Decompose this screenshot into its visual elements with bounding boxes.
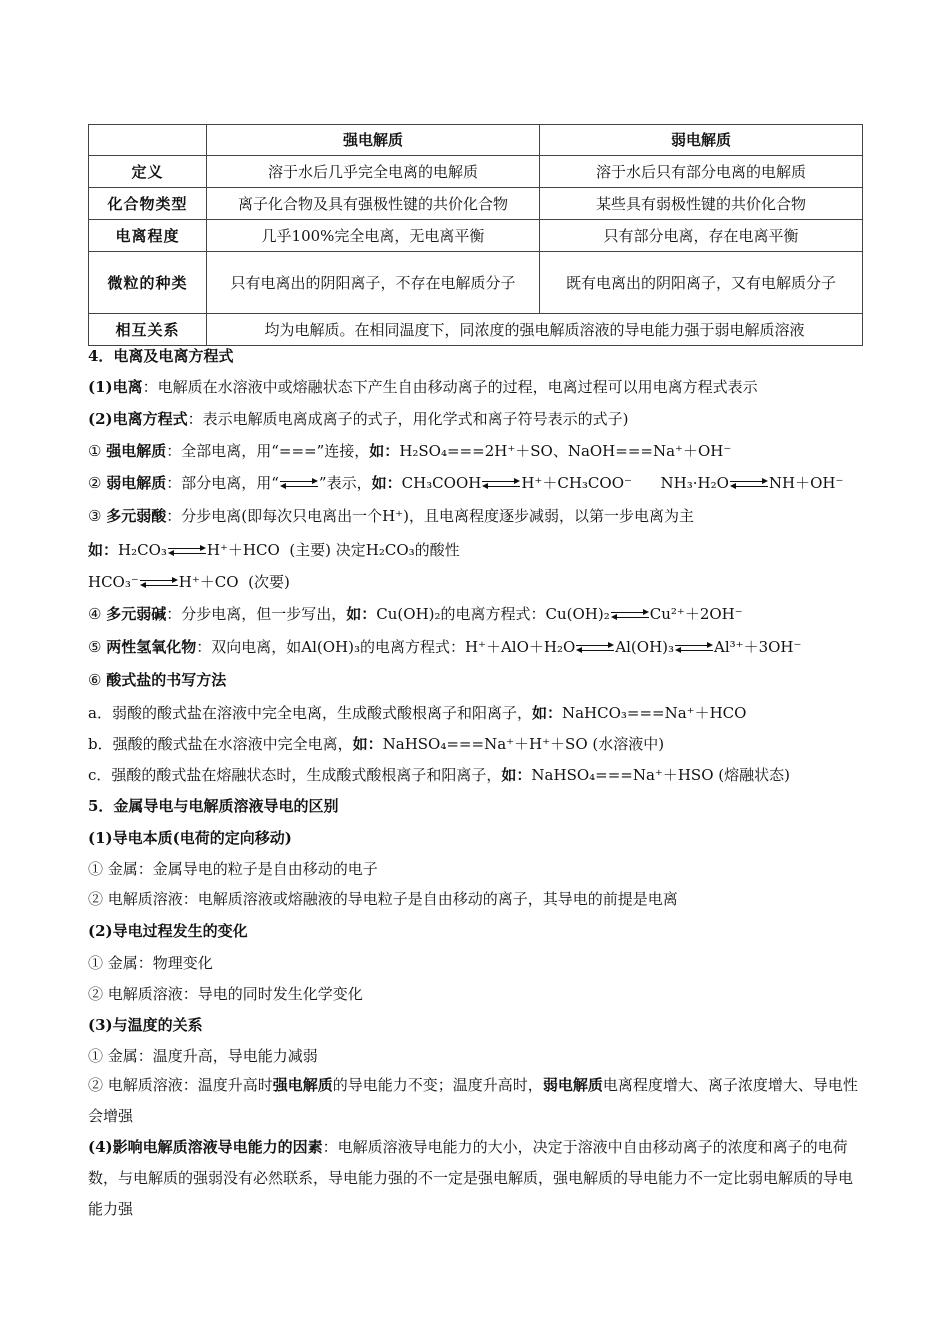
paragraph-text: ：分步电离(即每次只电离出一个H⁺)，且电离程度逐步减弱，以第一步电离为主 [166, 507, 694, 525]
table-row [89, 188, 863, 220]
list-item: ① 金属：金属导电的粒子是自由移动的电子 [88, 860, 378, 878]
equation: HCO₃⁻ [88, 573, 139, 591]
section-title: 5．金属导电与电解质溶液导电的区别 [88, 797, 339, 815]
equation: H⁺＋CO [178, 573, 239, 591]
paragraph-text: ：电解质溶液导电能力的大小，决定于溶液中自由移动离子的浓度和离子的电荷数，与电解质的强弱没有必然联系，导电能力强的不一定是强电解质，强电解质的导电能力不一定比弱电解质的导电能力强 [88, 1138, 854, 1218]
reversible-arrow-icon [730, 479, 768, 489]
table-row [89, 252, 863, 314]
example-label: 如： [369, 442, 400, 460]
reversible-arrow-icon [482, 479, 520, 489]
paragraph-text: ：全部电离，用“===”连接， [166, 442, 370, 460]
table-cell-merged: 均为电解质。在相同温度下，同浓度的强电解质溶液的导电能力强于弱电解质溶液 [207, 314, 863, 346]
paragraph-text: ：电解质在水溶液中或熔融状态下产生自由移动离子的过程，电离过程可以用电离方程式表示 [142, 378, 758, 396]
reversible-arrow-icon [611, 610, 649, 620]
example-label: 如： [346, 605, 377, 623]
equation: H⁺＋HCO [206, 541, 280, 559]
subheading: (1)导电本质(电荷的定向移动) [88, 829, 292, 847]
table-cell: 只有部分电离，存在电离平衡 [540, 220, 863, 252]
reversible-arrow-icon [280, 479, 318, 489]
example-label: 如： [531, 704, 562, 722]
paragraph-text: (次要) [248, 573, 290, 591]
example-label: 如： [371, 474, 402, 492]
equation: NH₃·H₂O [660, 474, 729, 492]
equation: H₂CO₃ [118, 541, 167, 559]
subheading: (2)导电过程发生的变化 [88, 922, 248, 940]
list-item [88, 764, 878, 786]
table-cell: 既有电离出的阴阳离子，又有电解质分子 [540, 252, 863, 314]
term-label: 强电解质 [272, 1076, 333, 1094]
row-label: 定义 [89, 156, 207, 188]
list-item [88, 733, 878, 755]
list-item: ① 金属：物理变化 [88, 954, 213, 972]
item-marker: ④ [88, 605, 102, 623]
term-label: 弱电解质 [542, 1076, 603, 1094]
term-label: 多元弱碱 [106, 605, 167, 623]
row-label: 电离程度 [89, 220, 207, 252]
equation: NaHSO₄===Na⁺＋H⁺＋SO (水溶液中) [382, 735, 665, 753]
table-cell: 溶于水后几乎完全电离的电解质 [207, 156, 540, 188]
equation: Al(OH)₃ [615, 638, 675, 656]
paragraph-text: (主要) 决定H₂CO₃的酸性 [289, 541, 460, 559]
example-label: 如： [352, 735, 383, 753]
equation: H⁺＋CH₃COO⁻ [521, 474, 632, 492]
term-label: (2)电离方程式 [88, 410, 188, 428]
table-cell: 某些具有弱极性键的共价化合物 [540, 188, 863, 220]
term-label: 两性氢氧化物 [106, 638, 197, 656]
table-cell: 只有电离出的阴阳离子，不存在电解质分子 [207, 252, 540, 314]
paragraph-text: ：部分电离，用“ [166, 474, 279, 492]
equation: Al³⁺＋3OH⁻ [714, 638, 802, 656]
item-marker: ③ [88, 507, 102, 525]
term-label: (1)电离 [88, 378, 143, 396]
equation: Cu(OH)₂的电离方程式：Cu(OH)₂ [376, 605, 610, 623]
example-line [88, 539, 878, 561]
example-line [88, 571, 878, 593]
reversible-arrow-icon [140, 578, 178, 588]
paragraph-text: ：分步电离，但一步写出， [166, 605, 347, 623]
equation: NaHSO₄===Na⁺＋HSO (熔融状态) [531, 766, 790, 784]
list-item [88, 603, 878, 625]
paragraph [88, 1132, 862, 1225]
equation: NaHCO₃===Na⁺＋HCO [561, 704, 747, 722]
term-label: 多元弱酸 [106, 507, 167, 525]
paragraph-text: c．强酸的酸式盐在熔融状态时，生成酸式酸根离子和阳离子， [88, 766, 502, 784]
list-item [88, 472, 878, 494]
paragraph [88, 408, 878, 430]
row-label: 相互关系 [89, 314, 207, 346]
list-item [88, 1070, 862, 1132]
item-marker: ⑥ [88, 671, 102, 689]
term-label: 强电解质 [106, 442, 167, 460]
item-marker: ② [88, 474, 102, 492]
table-header-cell [89, 125, 207, 156]
equation: CH₃COOH [401, 474, 482, 492]
row-label: 化合物类型 [89, 188, 207, 220]
example-label: 如： [88, 541, 119, 559]
table-cell: 溶于水后只有部分电离的电解质 [540, 156, 863, 188]
subheading: (3)与温度的关系 [88, 1016, 203, 1034]
list-item [88, 669, 878, 691]
table-header-cell: 强电解质 [207, 125, 540, 156]
reversible-arrow-icon [576, 643, 614, 653]
table-header-cell: 弱电解质 [540, 125, 863, 156]
term-label: (4)影响电解质溶液导电能力的因素 [88, 1138, 323, 1156]
equation: H₂SO₄===2H⁺＋SO、NaOH===Na⁺＋OH⁻ [399, 442, 732, 460]
table-row [89, 314, 863, 346]
table-row [89, 156, 863, 188]
paragraph-text: 的导电能力不变；温度升高时， [332, 1076, 543, 1094]
term-label: 酸式盐的书写方法 [106, 671, 227, 689]
list-item [88, 702, 878, 724]
list-item [88, 636, 878, 658]
paragraph [88, 376, 878, 398]
table-row [89, 220, 863, 252]
list-item [88, 440, 878, 462]
paragraph-text: a．弱酸的酸式盐在溶液中完全电离，生成酸式酸根离子和阳离子， [88, 704, 532, 722]
list-item [88, 505, 878, 527]
reversible-arrow-icon [675, 643, 713, 653]
item-marker: ⑤ [88, 638, 102, 656]
reversible-arrow-icon [168, 546, 206, 556]
equation: Cu²⁺＋2OH⁻ [649, 605, 743, 623]
paragraph-text: ：双向电离，如Al(OH)₃的电离方程式：H⁺＋AlO＋H₂O [196, 638, 576, 656]
row-label: 微粒的种类 [89, 252, 207, 314]
equation: NH＋OH⁻ [768, 474, 844, 492]
list-item: ② 电解质溶液：导电的同时发生化学变化 [88, 985, 363, 1003]
paragraph-text: ② 电解质溶液：温度升高时 [88, 1076, 273, 1094]
section-title: 4．电离及电离方程式 [88, 347, 234, 365]
example-label: 如： [501, 766, 532, 784]
paragraph-text: 电离程度增大、离子浓度增大、导电性会增强 [88, 1076, 858, 1125]
term-label: 弱电解质 [106, 474, 167, 492]
paragraph-text: ：表示电解质电离成离子的式子，用化学式和离子符号表示的式子) [187, 410, 629, 428]
table-header-row [89, 125, 863, 156]
table-cell: 几乎100%完全电离，无电离平衡 [207, 220, 540, 252]
table-cell: 离子化合物及具有强极性键的共价化合物 [207, 188, 540, 220]
item-marker: ① [88, 442, 102, 460]
paragraph-text: b．强酸的酸式盐在水溶液中完全电离， [88, 735, 353, 753]
list-item: ① 金属：温度升高，导电能力减弱 [88, 1047, 318, 1065]
list-item: ② 电解质溶液：电解质溶液或熔融液的导电粒子是自由移动的离子，其导电的前提是电离 [88, 890, 678, 908]
comparison-table [88, 124, 863, 346]
paragraph-text: ”表示， [318, 474, 372, 492]
